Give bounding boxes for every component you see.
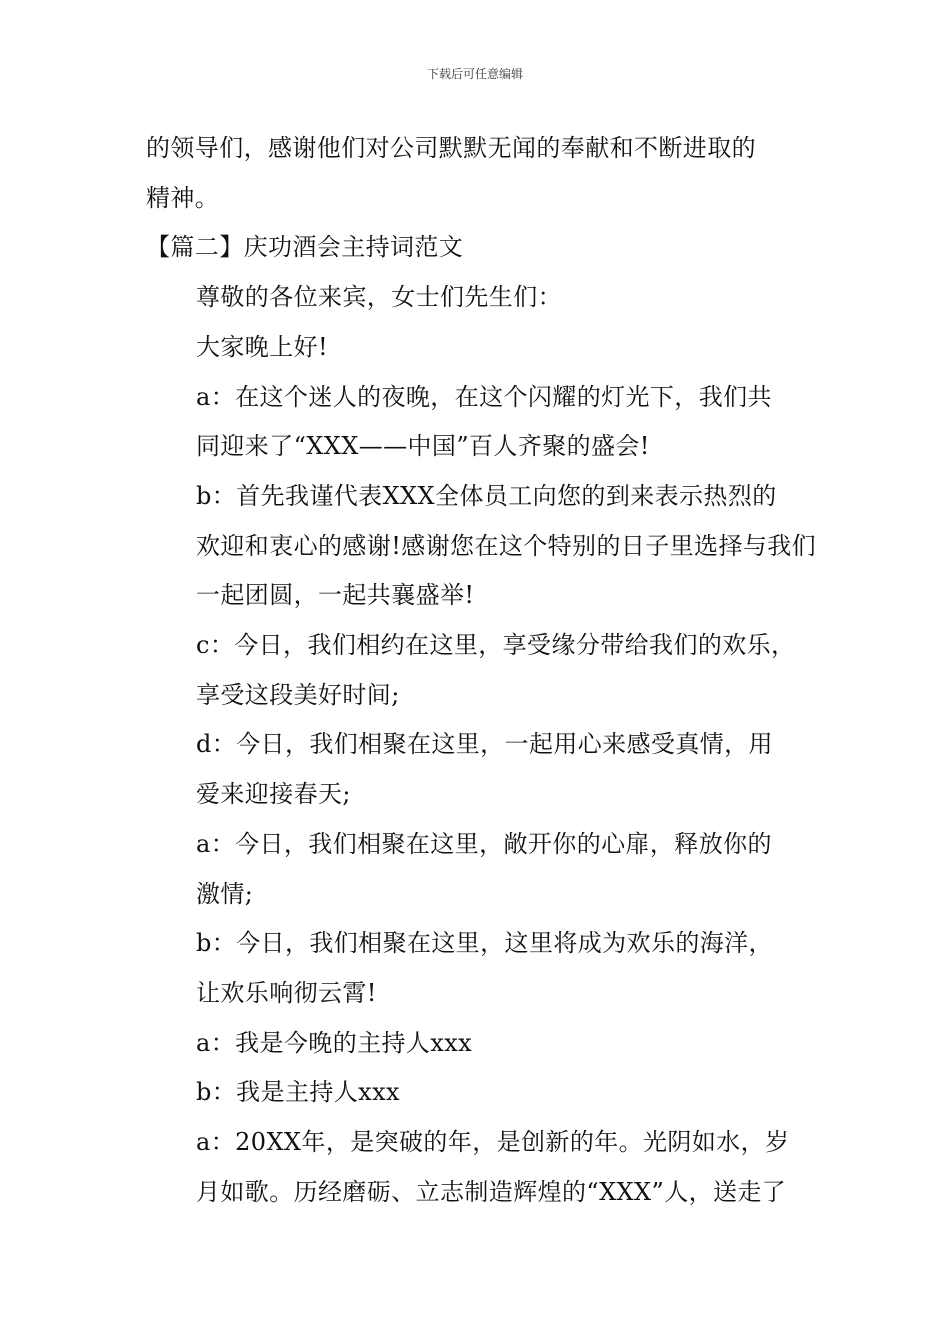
text-line: 享受这段美好时间; — [196, 680, 400, 709]
text-line: 【篇二】庆功酒会主持词范文 — [146, 233, 464, 262]
text-line: d：今日，我们相聚在这里，一起用心来感受真情，用 — [196, 730, 773, 759]
text-line: b：我是主持人xxx — [196, 1078, 400, 1107]
text-line: a：在这个迷人的夜晚，在这个闪耀的灯光下，我们共 — [196, 382, 772, 411]
text-line: 爱来迎接春天; — [196, 780, 351, 809]
paragraph-greeting — [146, 273, 826, 323]
paragraph-dialogue — [146, 373, 826, 472]
text-line: a：20XX年，是突破的年，是创新的年。光阴如水，岁 — [196, 1128, 790, 1157]
text-line: 让欢乐响彻云霄! — [196, 978, 377, 1007]
text-line: 尊敬的各位来宾，女士们先生们： — [196, 283, 562, 312]
document-body — [146, 124, 826, 1217]
text-line: 欢迎和衷心的感谢!感谢您在这个特别的日子里选择与我们 — [196, 531, 817, 560]
text-line: 月如歌。历经磨砺、立志制造辉煌的“XXX”人，送走了 — [196, 1177, 787, 1206]
paragraph-dialogue — [146, 1019, 826, 1069]
paragraph-dialogue — [146, 1068, 826, 1118]
text-line: 大家晚上好! — [196, 332, 329, 361]
text-line: 一起团圆，一起共襄盛举! — [196, 581, 475, 610]
paragraph-dialogue — [146, 472, 826, 621]
text-line: 激情; — [196, 879, 254, 908]
page-header-note: 下载后可任意编辑 — [426, 67, 523, 81]
paragraph-dialogue — [146, 1118, 826, 1217]
paragraph-dialogue — [146, 720, 826, 819]
paragraph-dialogue — [146, 919, 826, 1018]
text-line: c：今日，我们相约在这里，享受缘分带给我们的欢乐， — [196, 631, 796, 660]
paragraph-dialogue — [146, 621, 826, 720]
paragraph-greeting — [146, 323, 826, 373]
section-heading — [146, 223, 826, 273]
text-line: a：我是今晚的主持人xxx — [196, 1028, 473, 1057]
paragraph-continuation — [146, 124, 826, 223]
text-line: b：首先我谨代表XXX全体员工向您的到来表示热烈的 — [196, 481, 777, 510]
text-line: 精神。 — [146, 183, 220, 212]
text-line: 的领导们，感谢他们对公司默默无闻的奉献和不断进取的 — [146, 134, 756, 162]
text-line: a：今日，我们相聚在这里，敞开你的心扉，释放你的 — [196, 829, 772, 858]
paragraph-dialogue — [146, 820, 826, 919]
text-line: b：今日，我们相聚在这里，这里将成为欢乐的海洋， — [196, 929, 773, 958]
text-line: 同迎来了“XXX——中国”百人齐聚的盛会! — [196, 432, 650, 461]
